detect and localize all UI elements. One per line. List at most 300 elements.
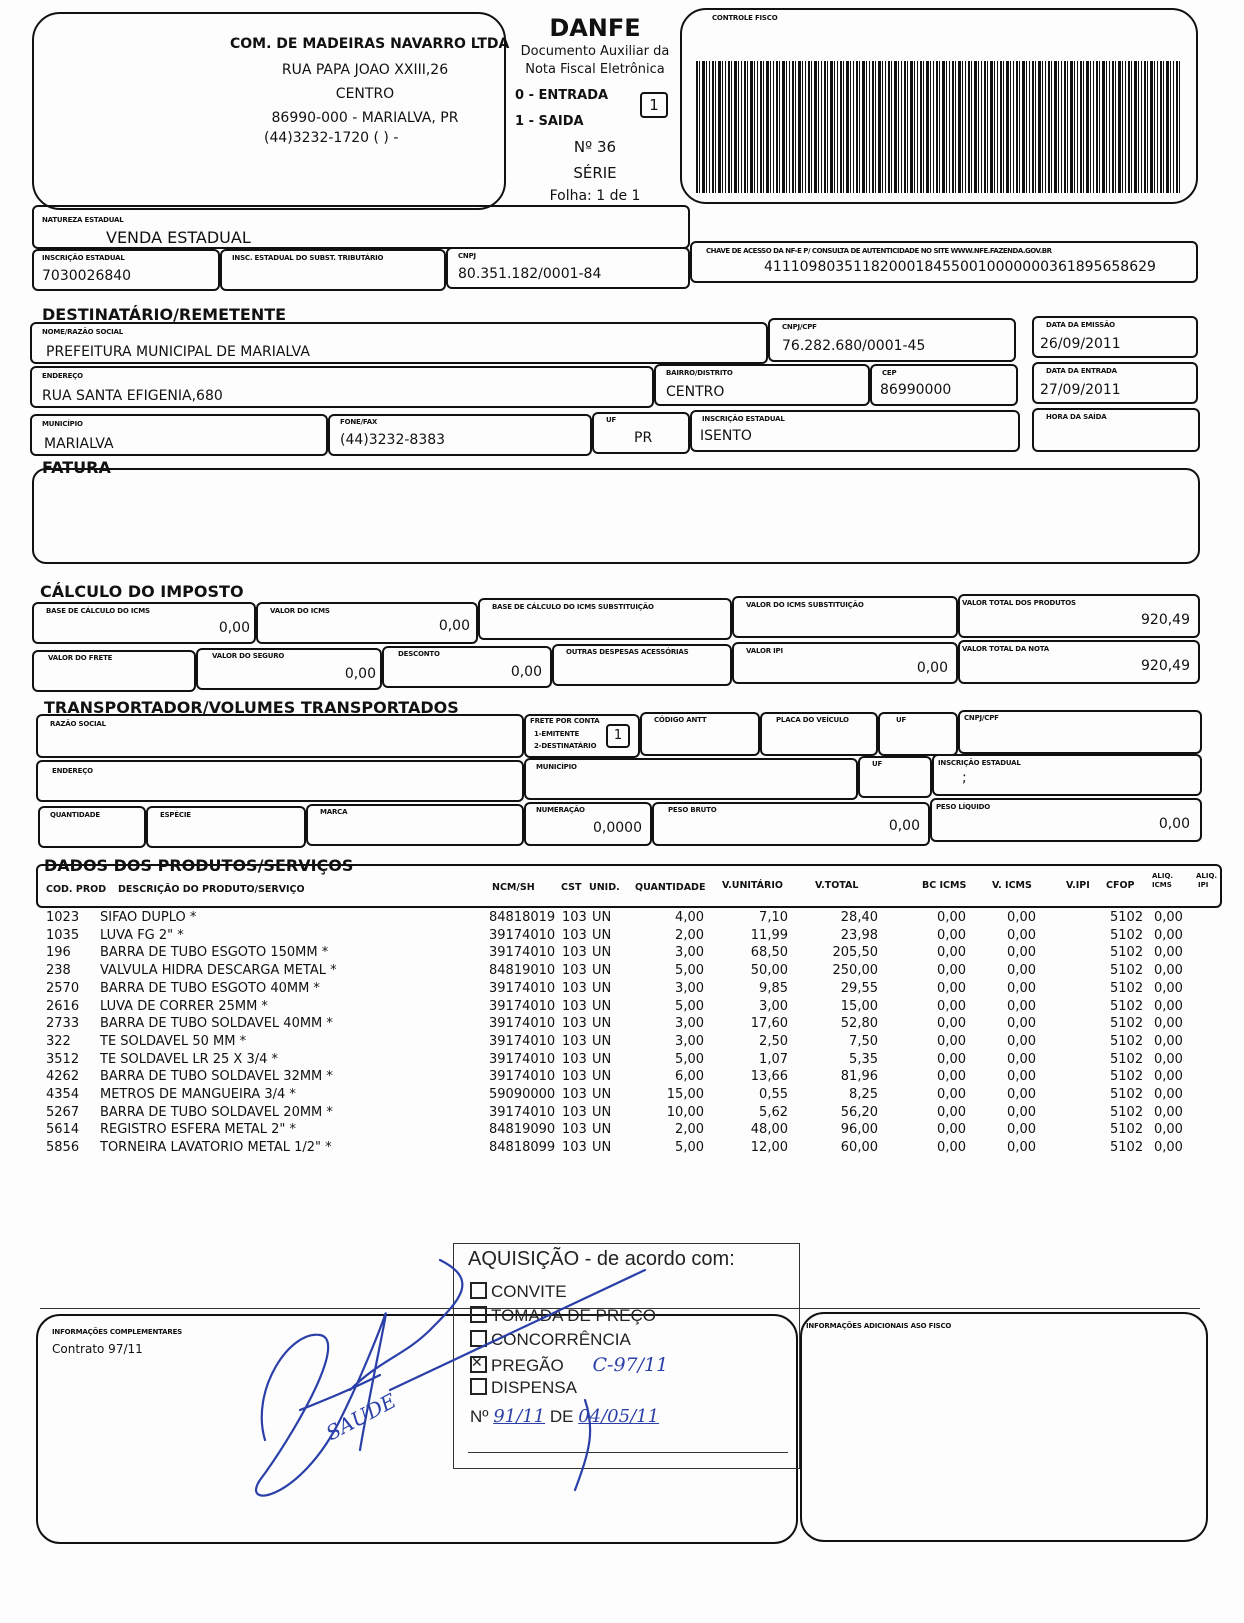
cell-vunit: 0,55 bbox=[759, 1087, 788, 1102]
dest-municipio-label: MUNICÍPIO bbox=[42, 420, 83, 428]
cell-cod: 5856 bbox=[46, 1140, 80, 1156]
cell-ncm: 84818019 bbox=[489, 910, 556, 925]
stamp-numero-label: Nº bbox=[470, 1407, 489, 1426]
seguro-label: VALOR DO SEGURO bbox=[212, 652, 285, 660]
cell-qtd: 5,00 bbox=[675, 963, 704, 979]
hdr-desc: DESCRIÇÃO DO PRODUTO/SERVIÇO bbox=[118, 884, 305, 895]
total-produtos-value: 920,49 bbox=[1141, 612, 1190, 628]
cell-vicms: 0,00 bbox=[1007, 945, 1036, 961]
cell-ncm: 84818099 bbox=[489, 1140, 556, 1156]
cell-cfop: 5102 bbox=[1110, 1069, 1144, 1085]
cell-vunit: 50,00 bbox=[750, 963, 788, 979]
cell-qtd: 10,00 bbox=[666, 1104, 704, 1120]
cell-vicms: 0,00 bbox=[1007, 998, 1036, 1014]
cell-cod: 4354 bbox=[46, 1087, 80, 1102]
cell-desc: BARRA DE TUBO SOLDAVEL 20MM * bbox=[100, 1104, 333, 1120]
seguro-value: 0,00 bbox=[344, 666, 376, 682]
transp-razao-label: RAZÃO SOCIAL bbox=[50, 720, 106, 728]
cell-vunit: 2,50 bbox=[759, 1033, 788, 1049]
hdr-aliq-icms-1: ALIQ. bbox=[1152, 872, 1174, 880]
table-row bbox=[0, 1122, 1244, 1140]
table-row bbox=[0, 999, 1244, 1017]
cell-vtotal: 52,80 bbox=[840, 1016, 878, 1032]
cnpj-emit-value: 80.351.182/0001-84 bbox=[458, 266, 602, 282]
stamp-opt-label: CONVITE bbox=[491, 1282, 567, 1301]
cell-vunit: 9,85 bbox=[759, 980, 788, 996]
cell-ncm: 39174010 bbox=[489, 945, 556, 961]
cell-vicms: 0,00 bbox=[1007, 1140, 1036, 1156]
frete-label: VALOR DO FRETE bbox=[48, 654, 113, 662]
table-row bbox=[0, 1069, 1244, 1087]
dest-emissao-value: 26/09/2011 bbox=[1040, 336, 1121, 352]
hdr-aliq-icms-2: ICMS bbox=[1152, 881, 1172, 889]
ipi-label: VALOR IPI bbox=[746, 647, 783, 655]
cell-cst: 103 bbox=[562, 945, 587, 961]
cell-bc: 0,00 bbox=[937, 963, 966, 979]
stamp-opt-label: CONCORRÊNCIA bbox=[491, 1330, 631, 1349]
emitente-fone: (44)3232-1720 ( ) - bbox=[264, 130, 399, 146]
info-compl-label: INFORMAÇÕES COMPLEMENTARES bbox=[52, 1328, 183, 1336]
cell-cod: 1035 bbox=[46, 927, 80, 943]
cell-aliq-icms: 0,00 bbox=[1154, 1140, 1183, 1156]
cell-desc: TE SOLDAVEL 50 MM * bbox=[100, 1033, 247, 1049]
ie-st-label: INSC. ESTADUAL DO SUBST. TRIBUTÁRIO bbox=[232, 254, 384, 262]
cell-cfop: 5102 bbox=[1110, 1016, 1144, 1032]
pregao-number: C-97/11 bbox=[592, 1354, 669, 1376]
danfe-subtitle-1: Documento Auxiliar da bbox=[520, 44, 670, 59]
table-row bbox=[0, 910, 1244, 928]
cell-cod: 4262 bbox=[46, 1069, 80, 1085]
cell-ncm: 84819090 bbox=[489, 1122, 556, 1138]
table-row bbox=[0, 1034, 1244, 1052]
transp-antt-label: CÓDIGO ANTT bbox=[654, 716, 707, 724]
cell-vunit: 48,00 bbox=[750, 1122, 788, 1138]
transp-frete-op1: 1-EMITENTE bbox=[534, 730, 580, 738]
hdr-vunit: V.UNITÁRIO bbox=[722, 880, 783, 891]
cell-unid: UN bbox=[592, 927, 612, 943]
cell-cod: 2616 bbox=[46, 998, 80, 1014]
hdr-aliq-ipi-1: ALIQ. bbox=[1196, 872, 1218, 880]
cell-vtotal: 7,50 bbox=[849, 1033, 878, 1049]
cell-vtotal: 81,96 bbox=[840, 1069, 878, 1085]
table-row bbox=[0, 1105, 1244, 1123]
transp-qtd-label: QUANTIDADE bbox=[50, 811, 100, 819]
cell-cst: 103 bbox=[562, 1051, 587, 1067]
transp-placa-label: PLACA DO VEÍCULO bbox=[776, 716, 849, 724]
transp-municipio-label: MUNICÍPIO bbox=[536, 763, 577, 771]
cell-aliq-icms: 0,00 bbox=[1154, 980, 1183, 996]
cell-desc: BARRA DE TUBO SOLDAVEL 40MM * bbox=[100, 1016, 333, 1032]
cell-unid: UN bbox=[592, 910, 612, 925]
stamp-opt-label: PREGÃO bbox=[491, 1356, 564, 1375]
cell-aliq-icms: 0,00 bbox=[1154, 927, 1183, 943]
ie-label: INSCRIÇÃO ESTADUAL bbox=[42, 254, 125, 262]
cell-ncm: 39174010 bbox=[489, 1069, 556, 1085]
bc-icms-st-label: BASE DE CÁLCULO DO ICMS SUBSTITUIÇÃO bbox=[492, 603, 654, 611]
dest-entrada-value: 27/09/2011 bbox=[1040, 382, 1121, 398]
ipi-value: 0,00 bbox=[916, 660, 948, 676]
dest-uf-value: PR bbox=[634, 430, 653, 446]
icms-st-label: VALOR DO ICMS SUBSTITUIÇÃO bbox=[746, 601, 864, 609]
outras-label: OUTRAS DESPESAS ACESSÓRIAS bbox=[566, 648, 689, 656]
transp-bruto-value: 0,00 bbox=[888, 818, 920, 834]
transp-endereco-label: ENDEREÇO bbox=[52, 767, 93, 775]
dest-cnpj-value: 76.282.680/0001-45 bbox=[782, 338, 926, 354]
chave-value: 41110980351182000184550010000000361895658629 bbox=[764, 259, 1156, 275]
bc-icms-value: 0,00 bbox=[218, 620, 250, 636]
cell-ncm: 84819010 bbox=[489, 963, 556, 979]
produtos-heading: DADOS DOS PRODUTOS/SERVIÇOS bbox=[44, 856, 354, 875]
cell-vunit: 68,50 bbox=[750, 945, 788, 961]
cell-unid: UN bbox=[592, 1122, 612, 1138]
dest-ie-value: ISENTO bbox=[700, 428, 752, 444]
cell-cst: 103 bbox=[562, 963, 587, 979]
cell-vunit: 1,07 bbox=[759, 1051, 788, 1067]
cell-cfop: 5102 bbox=[1110, 963, 1144, 979]
stamp-title: AQUISIÇÃO - de acordo com: bbox=[468, 1248, 735, 1270]
stamp-numero-value: 91/11 bbox=[493, 1406, 546, 1427]
dest-cnpj-label: CNPJ/CPF bbox=[782, 323, 817, 331]
transp-uf-box bbox=[878, 712, 958, 756]
cell-vicms: 0,00 bbox=[1007, 1087, 1036, 1102]
cell-cst: 103 bbox=[562, 1016, 587, 1032]
transp-razao-box bbox=[36, 714, 524, 758]
transp-uf2-box bbox=[858, 756, 932, 798]
cell-cfop: 5102 bbox=[1110, 945, 1144, 961]
table-row bbox=[0, 928, 1244, 946]
transp-ie-label: INSCRIÇÃO ESTADUAL bbox=[938, 759, 1021, 767]
destinatario-heading: DESTINATÁRIO/REMETENTE bbox=[42, 305, 287, 324]
cell-vunit: 17,60 bbox=[750, 1016, 788, 1032]
cell-cod: 238 bbox=[46, 963, 71, 979]
cell-cfop: 5102 bbox=[1110, 1087, 1144, 1102]
cell-desc: VALVULA HIDRA DESCARGA METAL * bbox=[100, 963, 337, 979]
cell-bc: 0,00 bbox=[937, 1122, 966, 1138]
dest-emissao-label: DATA DA EMISSÃO bbox=[1046, 321, 1115, 329]
cell-vunit: 13,66 bbox=[750, 1069, 788, 1085]
cell-cfop: 5102 bbox=[1110, 927, 1144, 943]
cell-bc: 0,00 bbox=[937, 1033, 966, 1049]
cell-cst: 103 bbox=[562, 1087, 587, 1102]
signature-icon bbox=[230, 1240, 670, 1520]
dest-cep-value: 86990000 bbox=[880, 382, 952, 398]
stamp-opt-label: DISPENSA bbox=[491, 1378, 577, 1397]
cell-vtotal: 28,40 bbox=[840, 910, 878, 925]
dest-cep-label: CEP bbox=[882, 369, 897, 377]
cell-qtd: 3,00 bbox=[675, 1033, 704, 1049]
transp-frete-label: FRETE POR CONTA bbox=[530, 717, 600, 725]
cell-cod: 1023 bbox=[46, 910, 80, 925]
cell-cfop: 5102 bbox=[1110, 910, 1144, 925]
table-row bbox=[0, 945, 1244, 963]
cell-bc: 0,00 bbox=[937, 1140, 966, 1156]
cell-bc: 0,00 bbox=[937, 980, 966, 996]
cell-desc: TE SOLDAVEL LR 25 X 3/4 * bbox=[100, 1051, 279, 1067]
cell-desc: SIFAO DUPLO * bbox=[100, 910, 197, 925]
hdr-ncm: NCM/SH bbox=[492, 882, 535, 893]
cell-qtd: 5,00 bbox=[675, 1051, 704, 1067]
cell-vicms: 0,00 bbox=[1007, 1033, 1036, 1049]
cell-ncm: 39174010 bbox=[489, 927, 556, 943]
ie-value: 7030026840 bbox=[42, 268, 132, 284]
cell-vicms: 0,00 bbox=[1007, 910, 1036, 925]
danfe-saida: 1 - SAIDA bbox=[515, 114, 584, 129]
table-row bbox=[0, 1140, 1244, 1158]
transp-bruto-label: PESO BRUTO bbox=[668, 806, 717, 814]
cell-qtd: 5,00 bbox=[675, 998, 704, 1014]
transp-uf2-label: UF bbox=[872, 760, 883, 768]
dest-bairro-value: CENTRO bbox=[666, 384, 725, 400]
dest-entrada-label: DATA DA ENTRADA bbox=[1046, 367, 1117, 375]
cell-cst: 103 bbox=[562, 998, 587, 1014]
cell-ncm: 39174010 bbox=[489, 980, 556, 996]
total-nota-value: 920,49 bbox=[1141, 658, 1190, 674]
cell-unid: UN bbox=[592, 980, 612, 996]
cell-vicms: 0,00 bbox=[1007, 963, 1036, 979]
cnpj-emit-label: CNPJ bbox=[458, 252, 476, 260]
transp-liquido-value: 0,00 bbox=[1158, 816, 1190, 832]
info-compl-value: Contrato 97/11 bbox=[52, 1342, 143, 1356]
cell-aliq-icms: 0,00 bbox=[1154, 945, 1183, 961]
danfe-subtitle-2: Nota Fiscal Eletrônica bbox=[525, 62, 665, 77]
dest-endereco-value: RUA SANTA EFIGENIA,680 bbox=[42, 388, 223, 404]
cell-vtotal: 5,35 bbox=[849, 1051, 878, 1067]
cell-bc: 0,00 bbox=[937, 945, 966, 961]
dest-hora-label: HORA DA SAÍDA bbox=[1046, 413, 1107, 421]
cell-ncm: 39174010 bbox=[489, 1104, 556, 1120]
transp-numeracao-label: NUMERAÇÃO bbox=[536, 806, 585, 814]
stamp-opt-label: TOMADA DE PREÇO bbox=[491, 1306, 656, 1325]
info-fisco-box bbox=[800, 1312, 1208, 1542]
chave-label: CHAVE DE ACESSO DA NF-E P/ CONSULTA DE AUTENTICIDADE NO SITE WWW.NFE.FAZENDA.GOV.BR bbox=[706, 247, 1052, 255]
cell-vtotal: 250,00 bbox=[832, 963, 878, 979]
cell-bc: 0,00 bbox=[937, 1069, 966, 1085]
table-row bbox=[0, 1016, 1244, 1034]
cell-desc: BARRA DE TUBO ESGOTO 150MM * bbox=[100, 945, 329, 961]
cell-unid: UN bbox=[592, 1033, 612, 1049]
transp-endereco-box bbox=[36, 760, 524, 802]
cell-vtotal: 60,00 bbox=[840, 1140, 878, 1156]
cell-cst: 103 bbox=[562, 927, 587, 943]
cell-bc: 0,00 bbox=[937, 1104, 966, 1120]
cell-bc: 0,00 bbox=[937, 1087, 966, 1102]
cell-bc: 0,00 bbox=[937, 998, 966, 1014]
total-nota-label: VALOR TOTAL DA NOTA bbox=[962, 645, 1049, 653]
cell-cst: 103 bbox=[562, 1069, 587, 1085]
cell-unid: UN bbox=[592, 998, 612, 1014]
cell-desc: REGISTRO ESFERA METAL 2" * bbox=[100, 1122, 296, 1138]
cell-vicms: 0,00 bbox=[1007, 980, 1036, 996]
table-row bbox=[0, 981, 1244, 999]
cell-vunit: 3,00 bbox=[759, 998, 788, 1014]
hdr-vipi: V.IPI bbox=[1066, 880, 1090, 891]
transp-ie-value: ; bbox=[962, 770, 967, 786]
cell-aliq-icms: 0,00 bbox=[1154, 998, 1183, 1014]
cell-vtotal: 15,00 bbox=[840, 998, 878, 1014]
valor-icms-label: VALOR DO ICMS bbox=[270, 607, 330, 615]
hdr-bc: BC ICMS bbox=[922, 880, 967, 891]
dest-ie-label: INSCRIÇÃO ESTADUAL bbox=[702, 415, 785, 423]
cell-cst: 103 bbox=[562, 1140, 587, 1156]
cell-cod: 196 bbox=[46, 945, 71, 961]
cell-vicms: 0,00 bbox=[1007, 927, 1036, 943]
transp-frete-op2: 2-DESTINATÁRIO bbox=[534, 742, 597, 750]
cell-ncm: 39174010 bbox=[489, 1033, 556, 1049]
imposto-heading: CÁLCULO DO IMPOSTO bbox=[40, 582, 244, 601]
cell-unid: UN bbox=[592, 1069, 612, 1085]
cell-aliq-icms: 0,00 bbox=[1154, 1016, 1183, 1032]
dest-nome-label: NOME/RAZÃO SOCIAL bbox=[42, 328, 124, 336]
cell-cfop: 5102 bbox=[1110, 1104, 1144, 1120]
cell-aliq-icms: 0,00 bbox=[1154, 1051, 1183, 1067]
dest-bairro-label: BAIRRO/DISTRITO bbox=[666, 369, 733, 377]
natureza-label: NATUREZA ESTADUAL bbox=[42, 216, 124, 224]
cell-cfop: 5102 bbox=[1110, 1051, 1144, 1067]
table-row bbox=[0, 1052, 1244, 1070]
cell-vicms: 0,00 bbox=[1007, 1069, 1036, 1085]
transporte-heading: TRANSPORTADOR/VOLUMES TRANSPORTADOS bbox=[44, 698, 459, 717]
valor-icms-value: 0,00 bbox=[438, 618, 470, 634]
cell-aliq-icms: 0,00 bbox=[1154, 1087, 1183, 1102]
danfe-serie: SÉRIE bbox=[573, 164, 617, 182]
checked-checkbox-icon: ✕ bbox=[470, 1356, 487, 1373]
hdr-vtotal: V.TOTAL bbox=[815, 880, 859, 891]
cell-cod: 3512 bbox=[46, 1051, 80, 1067]
cell-cod: 322 bbox=[46, 1033, 71, 1049]
dest-endereco-label: ENDEREÇO bbox=[42, 372, 83, 380]
cell-vunit: 12,00 bbox=[750, 1140, 788, 1156]
natureza-value: VENDA ESTADUAL bbox=[106, 228, 251, 247]
cell-desc: LUVA DE CORRER 25MM * bbox=[100, 998, 268, 1014]
cell-unid: UN bbox=[592, 1140, 612, 1156]
table-row bbox=[0, 1087, 1244, 1105]
cell-vicms: 0,00 bbox=[1007, 1122, 1036, 1138]
cell-ncm: 39174010 bbox=[489, 1016, 556, 1032]
cell-cfop: 5102 bbox=[1110, 1033, 1144, 1049]
stamp-data-value: 04/05/11 bbox=[578, 1406, 660, 1427]
cell-cod: 2733 bbox=[46, 1016, 80, 1032]
cell-vicms: 0,00 bbox=[1007, 1104, 1036, 1120]
cell-unid: UN bbox=[592, 963, 612, 979]
cell-cst: 103 bbox=[562, 1104, 587, 1120]
cell-desc: TORNEIRA LAVATORIO METAL 1/2" * bbox=[100, 1140, 332, 1156]
cell-ncm: 39174010 bbox=[489, 998, 556, 1014]
table-row bbox=[0, 963, 1244, 981]
transp-numeracao-value: 0,0000 bbox=[593, 820, 642, 836]
cell-vicms: 0,00 bbox=[1007, 1016, 1036, 1032]
cell-vtotal: 56,20 bbox=[840, 1104, 878, 1120]
cell-bc: 0,00 bbox=[937, 927, 966, 943]
cell-cfop: 5102 bbox=[1110, 1122, 1144, 1138]
danfe-numero: Nº 36 bbox=[573, 138, 617, 156]
desconto-value: 0,00 bbox=[510, 664, 542, 680]
dest-municipio-value: MARIALVA bbox=[44, 436, 114, 452]
cell-bc: 0,00 bbox=[937, 910, 966, 925]
cell-unid: UN bbox=[592, 1051, 612, 1067]
cell-cfop: 5102 bbox=[1110, 1140, 1144, 1156]
cell-vtotal: 96,00 bbox=[840, 1122, 878, 1138]
hdr-vicms: V. ICMS bbox=[992, 880, 1032, 891]
barcode bbox=[696, 61, 1180, 193]
emitente-endereco: RUA PAPA JOAO XXIII,26 bbox=[281, 62, 449, 78]
cell-aliq-icms: 0,00 bbox=[1154, 963, 1183, 979]
cell-qtd: 15,00 bbox=[666, 1087, 704, 1102]
transp-uf-label: UF bbox=[896, 716, 907, 724]
hdr-unid: UNID. bbox=[589, 882, 620, 893]
desconto-label: DESCONTO bbox=[398, 650, 440, 658]
cell-aliq-icms: 0,00 bbox=[1154, 1104, 1183, 1120]
cell-vunit: 7,10 bbox=[759, 910, 788, 925]
controle-fisco-label: CONTROLE FISCO bbox=[712, 14, 778, 22]
hdr-qtd: QUANTIDADE bbox=[635, 882, 706, 893]
cell-cod: 5614 bbox=[46, 1122, 80, 1138]
cell-vtotal: 23,98 bbox=[840, 927, 878, 943]
cell-bc: 0,00 bbox=[937, 1051, 966, 1067]
cell-bc: 0,00 bbox=[937, 1016, 966, 1032]
transp-cnpj-label: CNPJ/CPF bbox=[964, 714, 999, 722]
danfe-tipo-box: 1 bbox=[640, 92, 668, 118]
hdr-cst: CST bbox=[561, 882, 582, 893]
cell-qtd: 3,00 bbox=[675, 980, 704, 996]
cell-cfop: 5102 bbox=[1110, 998, 1144, 1014]
emitente-cidade: 86990-000 - MARIALVA, PR bbox=[271, 110, 459, 126]
cell-cst: 103 bbox=[562, 910, 587, 925]
cell-desc: LUVA FG 2" * bbox=[100, 927, 184, 943]
emitente-bairro: CENTRO bbox=[335, 86, 395, 102]
transp-especie-label: ESPÉCIE bbox=[160, 811, 191, 819]
cell-qtd: 5,00 bbox=[675, 1140, 704, 1156]
cell-cfop: 5102 bbox=[1110, 980, 1144, 996]
danfe-entrada: 0 - ENTRADA bbox=[515, 88, 609, 103]
cell-cod: 2570 bbox=[46, 980, 80, 996]
cell-ncm: 39174010 bbox=[489, 1051, 556, 1067]
fatura-box bbox=[32, 468, 1200, 564]
cell-desc: METROS DE MANGUEIRA 3/4 * bbox=[100, 1087, 296, 1102]
cell-cod: 5267 bbox=[46, 1104, 80, 1120]
cell-aliq-icms: 0,00 bbox=[1154, 1033, 1183, 1049]
info-fisco-label: INFORMAÇÕES ADICIONAIS ASO FISCO bbox=[806, 1322, 952, 1330]
cell-qtd: 2,00 bbox=[675, 1122, 704, 1138]
transp-frete-value: 1 bbox=[606, 724, 630, 748]
cell-unid: UN bbox=[592, 1087, 612, 1102]
cell-desc: BARRA DE TUBO ESGOTO 40MM * bbox=[100, 980, 320, 996]
cell-unid: UN bbox=[592, 1104, 612, 1120]
cell-cst: 103 bbox=[562, 1033, 587, 1049]
stamp-de-label: DE bbox=[549, 1407, 574, 1426]
dest-fone-label: FONE/FAX bbox=[340, 418, 378, 426]
cell-vtotal: 8,25 bbox=[849, 1087, 878, 1102]
cell-cst: 103 bbox=[562, 980, 587, 996]
cell-aliq-icms: 0,00 bbox=[1154, 1069, 1183, 1085]
total-produtos-label: VALOR TOTAL DOS PRODUTOS bbox=[962, 599, 1076, 607]
cell-vicms: 0,00 bbox=[1007, 1051, 1036, 1067]
cell-qtd: 2,00 bbox=[675, 927, 704, 943]
signature-text: SAUDE bbox=[322, 1388, 401, 1446]
emitente-nome: COM. DE MADEIRAS NAVARRO LTDA bbox=[230, 36, 510, 52]
cell-desc: BARRA DE TUBO SOLDAVEL 32MM * bbox=[100, 1069, 333, 1085]
cell-qtd: 6,00 bbox=[675, 1069, 704, 1085]
hdr-aliq-ipi-2: IPI bbox=[1198, 881, 1209, 889]
cell-vunit: 11,99 bbox=[750, 927, 788, 943]
cell-qtd: 4,00 bbox=[675, 910, 704, 925]
transp-liquido-label: PESO LÍQUIDO bbox=[936, 803, 991, 811]
dest-uf-label: UF bbox=[606, 416, 617, 424]
cell-vtotal: 205,50 bbox=[832, 945, 878, 961]
dest-fone-value: (44)3232-8383 bbox=[340, 432, 446, 448]
bc-icms-label: BASE DE CÁLCULO DO ICMS bbox=[46, 607, 150, 615]
cell-vunit: 5,62 bbox=[759, 1104, 788, 1120]
danfe-title: DANFE bbox=[549, 14, 641, 42]
